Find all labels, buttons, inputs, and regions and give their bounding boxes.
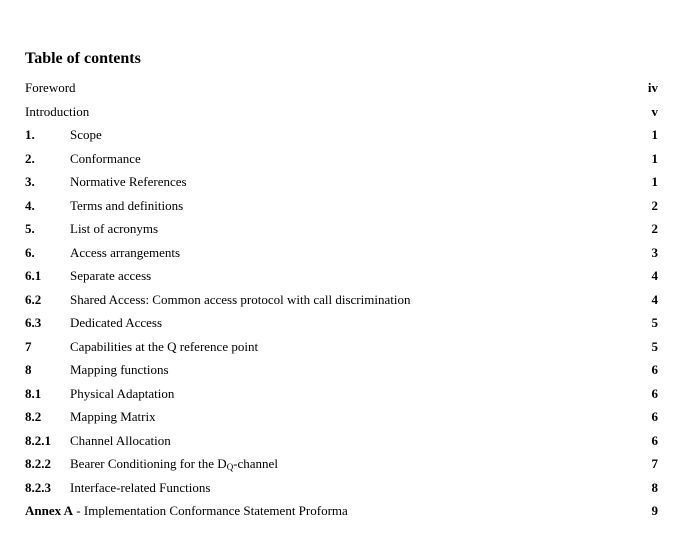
toc-entry-number: 1. xyxy=(25,127,35,142)
annex-label: Annex A xyxy=(25,503,74,518)
toc-entry-list-of-acronyms[interactable] xyxy=(25,219,658,243)
toc-entry-introduction[interactable] xyxy=(25,102,658,126)
toc-entry-number: 6.2 xyxy=(25,291,42,307)
toc-entry-page: 5 xyxy=(651,338,658,354)
toc-entry-foreword[interactable] xyxy=(25,78,658,102)
toc-entry-text-main: Bearer Conditioning for the D xyxy=(70,456,227,471)
toc-entry-text-subscript: Q xyxy=(226,462,234,472)
toc-entry-page: 1 xyxy=(651,174,658,189)
toc-entry-text[interactable]: Normative References xyxy=(70,174,187,189)
toc-entry-page: 7 xyxy=(651,456,658,471)
toc-entry-access-arrangements[interactable] xyxy=(25,243,658,267)
toc-entry-number: 8 xyxy=(25,362,32,377)
toc-entry-separate-access[interactable] xyxy=(25,266,658,290)
toc-entry-interface-related-functions[interactable] xyxy=(25,478,658,502)
toc-entry-text[interactable]: Separate access xyxy=(70,268,152,283)
toc-entry-text[interactable] xyxy=(25,501,348,521)
toc-entry-number: 8.1 xyxy=(25,385,42,401)
toc-entry-text[interactable]: Dedicated Access xyxy=(70,315,163,330)
toc-entry-number: 3. xyxy=(25,174,35,189)
toc-entry-text-suffix: -channel xyxy=(233,456,278,471)
toc-entry-text[interactable]: Terms and definitions xyxy=(70,197,184,213)
toc-entry-terms-and-definitions[interactable] xyxy=(25,196,658,220)
toc-entry-text[interactable]: Mapping Matrix xyxy=(70,409,156,424)
toc-entry-mapping-functions[interactable] xyxy=(25,360,658,384)
toc-entry-text[interactable]: Scope xyxy=(70,127,102,142)
toc-entry-page: 4 xyxy=(651,268,658,283)
toc-entry-page: 9 xyxy=(651,503,658,518)
toc-entry-text[interactable]: Mapping functions xyxy=(70,362,169,377)
toc-entry-number: 8.2 xyxy=(25,409,42,424)
toc-entry-page: 1 xyxy=(651,127,658,142)
toc-entry-page: 1 xyxy=(651,150,658,166)
toc-entry-text[interactable]: Access arrangements xyxy=(70,244,181,260)
toc-entry-number: 2. xyxy=(25,150,35,166)
toc-entry-capabilities[interactable] xyxy=(25,337,658,361)
toc-entry-dedicated-access[interactable] xyxy=(25,313,658,337)
toc-entry-channel-allocation[interactable] xyxy=(25,431,658,455)
toc-entry-page: v xyxy=(651,103,658,119)
toc-entry-normative-references[interactable] xyxy=(25,172,658,196)
toc-entry-page: 2 xyxy=(651,197,658,213)
page-title: Table of contents xyxy=(25,50,141,67)
toc-entry-page: 6 xyxy=(651,432,658,448)
toc-entry-text[interactable]: Physical Adaptation xyxy=(70,385,175,401)
toc-entry-text[interactable]: Conformance xyxy=(70,150,141,166)
toc-entry-number: 5. xyxy=(25,221,35,236)
toc-entry-annex-a[interactable] xyxy=(25,501,658,525)
toc-entry-page: 6 xyxy=(651,385,658,401)
toc-list xyxy=(25,78,658,525)
toc-entry-text[interactable]: List of acronyms xyxy=(70,221,159,236)
toc-entry-page: 6 xyxy=(651,362,658,377)
toc-entry-page: 6 xyxy=(651,409,658,424)
toc-entry-text[interactable]: Interface-related Functions xyxy=(70,479,211,495)
toc-entry-number: 4. xyxy=(25,197,35,213)
toc-entry-number: 7 xyxy=(25,338,32,354)
toc-entry-bearer-conditioning[interactable] xyxy=(25,454,658,478)
toc-entry-number: 6. xyxy=(25,244,35,260)
toc-entry-page: 5 xyxy=(651,315,658,330)
toc-entry-text[interactable]: Capabilities at the Q reference point xyxy=(70,338,259,354)
toc-entry-page: iv xyxy=(647,80,658,95)
toc-entry-page: 3 xyxy=(651,244,658,260)
annex-title: - Implementation Conformance Statement Proforma xyxy=(73,503,348,518)
toc-entry-shared-access[interactable] xyxy=(25,290,658,314)
toc-entry-mapping-matrix[interactable] xyxy=(25,407,658,431)
toc-entry-text[interactable]: Introduction xyxy=(25,103,90,119)
toc-entry-text[interactable] xyxy=(70,454,278,474)
toc-entry-number: 6.3 xyxy=(25,315,42,330)
toc-entry-scope[interactable] xyxy=(25,125,658,149)
toc-entry-page: 8 xyxy=(651,479,658,495)
toc-entry-text[interactable]: Foreword xyxy=(25,80,76,95)
toc-entry-conformance[interactable] xyxy=(25,149,658,173)
toc-entry-page: 4 xyxy=(651,291,658,307)
toc-entry-text[interactable]: Channel Allocation xyxy=(70,432,171,448)
toc-entry-number: 8.2.2 xyxy=(25,456,51,471)
toc-entry-number: 8.2.1 xyxy=(25,432,51,448)
toc-entry-number: 8.2.3 xyxy=(25,479,51,495)
toc-entry-page: 2 xyxy=(651,221,658,236)
toc-entry-text[interactable]: Shared Access: Common access protocol with call discrimination xyxy=(70,291,411,307)
toc-entry-number: 6.1 xyxy=(25,268,42,283)
toc-entry-physical-adaptation[interactable] xyxy=(25,384,658,408)
